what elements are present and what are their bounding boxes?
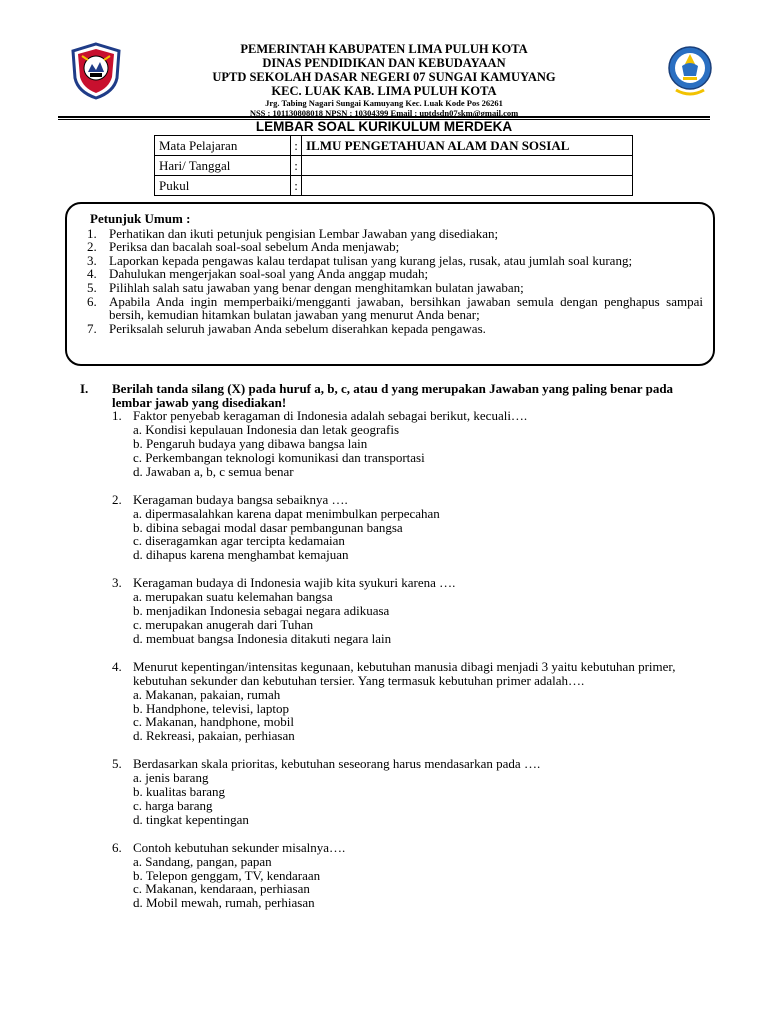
instruction-item — [87, 227, 703, 241]
instruction-item — [87, 240, 703, 254]
question-text: Berdasarkan skala prioritas, kebutuhan seseorang harus mendasarkan pada …. — [133, 756, 541, 772]
letterhead-ids: NSS : 101130808018 NPSN : 10304399 Email : uptdsdn07skm@gmail.com — [249, 108, 519, 118]
answer-option: b. Pengaruh budaya yang dibawa bangsa lain — [133, 436, 368, 451]
instruction-text: Periksalah seluruh jawaban Anda sebelum diserahkan kepada pengawas. — [109, 320, 486, 336]
instruction-text: Laporkan kepada pengawas kalau terdapat tulisan yang kurang jelas, rusak, atau jumlah soal kurang; — [109, 252, 633, 268]
instruction-number: 7. — [87, 320, 97, 336]
answer-option: d. tingkat kepentingan — [133, 811, 249, 827]
answer-option: d. Jawaban a, b, c semua benar — [133, 463, 294, 479]
info-separator: : — [291, 156, 302, 176]
question-item — [112, 576, 712, 646]
question-number: 5. — [112, 756, 122, 772]
instruction-text: Perhatikan dan ikuti petunjuk pengisian Lembar Jawaban yang disediakan; — [109, 225, 499, 241]
section-instruction — [80, 382, 712, 409]
answer-option: d. Rekreasi, pakaian, perhiasan — [133, 728, 295, 744]
answer-option: a. Sandang, pangan, papan — [133, 853, 272, 869]
letterhead-line-1: PEMERINTAH KABUPATEN LIMA PULUH KOTA — [240, 42, 528, 56]
info-label: Mata Pelajaran — [155, 136, 291, 156]
answer-option: a. Makanan, pakaian, rumah — [133, 686, 281, 702]
question-item — [112, 409, 712, 479]
info-row-date — [155, 156, 633, 176]
question-item — [112, 757, 712, 827]
answer-option: c. harga barang — [133, 797, 213, 813]
info-table — [154, 135, 633, 196]
answer-option: d. dihapus karena menghambat kemajuan — [133, 547, 349, 563]
answer-option: a. dipermasalahkan karena dapat menimbulkan perpecahan — [133, 505, 440, 521]
letterhead-divider-thick — [58, 116, 710, 118]
answer-option: b. kualitas barang — [133, 784, 226, 800]
info-value: ILMU PENGETAHUAN ALAM DAN SOSIAL — [302, 136, 633, 156]
question-section — [80, 382, 712, 910]
question-item — [112, 493, 712, 563]
info-value — [302, 156, 633, 176]
instruction-number: 1. — [87, 225, 97, 241]
question-item — [112, 660, 712, 743]
answer-option: c. Makanan, kendaraan, perhiasan — [133, 881, 310, 897]
general-instructions-list — [87, 227, 703, 336]
info-label: Pukul — [155, 176, 291, 196]
section-instruction-text: Berilah tanda silang (X) pada huruf a, b, c, atau d yang merupakan Jawaban yang paling benar pada lembar jawab yang disediakan! — [112, 381, 674, 410]
instruction-item — [87, 322, 703, 336]
answer-option: b. Telepon genggam, TV, kendaraan — [133, 867, 321, 883]
question-number: 1. — [112, 408, 122, 424]
question-text: Menurut kepentingan/intensitas kegunaan, kebutuhan manusia dibagi menjadi 3 yaitu kebutuhan primer, kebutuhan sekunder dan kebutuhan tersier. Yang termasuk kebutuhan primer adalah…. — [133, 658, 676, 688]
letterhead-line-4: KEC. LUAK KAB. LIMA PULUH KOTA — [271, 84, 497, 98]
letterhead-line-3: UPTD SEKOLAH DASAR NEGERI 07 SUNGAI KAMUYANG — [212, 70, 556, 84]
question-text: Contoh kebutuhan sekunder misalnya…. — [133, 839, 346, 855]
instruction-text: Pilihlah salah satu jawaban yang benar dengan menghitamkan bulatan jawaban; — [109, 279, 524, 295]
instruction-number: 2. — [87, 239, 97, 255]
info-label: Hari/ Tanggal — [155, 156, 291, 176]
instruction-item — [87, 281, 703, 295]
question-text: Keragaman budaya bangsa sebaiknya …. — [133, 491, 348, 507]
instruction-text: Periksa dan bacalah soal-soal sebelum Anda menjawab; — [109, 239, 400, 255]
instruction-number: 3. — [87, 252, 97, 268]
info-separator: : — [291, 176, 302, 196]
info-value — [302, 176, 633, 196]
answer-option: b. Handphone, televisi, laptop — [133, 700, 289, 716]
question-item — [112, 841, 712, 911]
letterhead-address: Jrg. Tabing Nagari Sungai Kamuyang Kec. Luak Kode Pos 26261 — [265, 98, 503, 108]
answer-option: a. merupakan suatu kelemahan bangsa — [133, 589, 333, 605]
instruction-number: 5. — [87, 279, 97, 295]
sheet-title: LEMBAR SOAL KURIKULUM MERDEKA — [255, 119, 513, 134]
letterhead-line-2: DINAS PENDIDIKAN DAN KEBUDAYAAN — [262, 56, 506, 70]
answer-option: a. Kondisi kepulauan Indonesia dan letak geografis — [133, 422, 400, 438]
question-number: 6. — [112, 839, 122, 855]
letterhead — [0, 42, 768, 118]
answer-option: c. merupakan anugerah dari Tuhan — [133, 616, 314, 632]
answer-option: c. Perkembangan teknologi komunikasi dan transportasi — [133, 449, 425, 465]
instruction-text: Apabila Anda ingin memperbaiki/mengganti jawaban, bersihkan jawaban semula dengan penghapus sampai bersih, kemudian hitamkan bulatan jawaban yang menurut Anda benar; — [109, 293, 703, 323]
question-text: Keragaman budaya di Indonesia wajib kita syukuri karena …. — [133, 575, 456, 591]
question-text: Faktor penyebab keragaman di Indonesia adalah sebagai berikut, kecuali…. — [133, 408, 528, 424]
answer-option: b. dibina sebagai modal dasar pembangunan bangsa — [133, 519, 403, 535]
instruction-item — [87, 254, 703, 268]
instruction-item — [87, 295, 703, 322]
instruction-text: Dahulukan mengerjakan soal-soal yang Anda anggap mudah; — [109, 266, 429, 282]
general-instructions-box — [65, 202, 715, 366]
general-instructions-title: Petunjuk Umum : — [90, 211, 191, 226]
instruction-number: 6. — [87, 293, 97, 309]
answer-option: b. menjadikan Indonesia sebagai negara adikuasa — [133, 603, 390, 619]
answer-option: c. diseragamkan agar tercipta kedamaian — [133, 533, 345, 549]
answer-option: d. Mobil mewah, rumah, perhiasan — [133, 895, 315, 911]
info-separator: : — [291, 136, 302, 156]
question-number: 2. — [112, 491, 122, 507]
answer-option: c. Makanan, handphone, mobil — [133, 714, 295, 730]
question-number: 3. — [112, 575, 122, 591]
section-number: I. — [80, 381, 89, 396]
question-number: 4. — [112, 658, 122, 674]
answer-option: a. jenis barang — [133, 770, 209, 786]
answer-option: d. membuat bangsa Indonesia ditakuti negara lain — [133, 630, 392, 646]
info-row-time — [155, 176, 633, 196]
info-row-subject — [155, 136, 633, 156]
instruction-number: 4. — [87, 266, 97, 282]
instruction-item — [87, 267, 703, 281]
